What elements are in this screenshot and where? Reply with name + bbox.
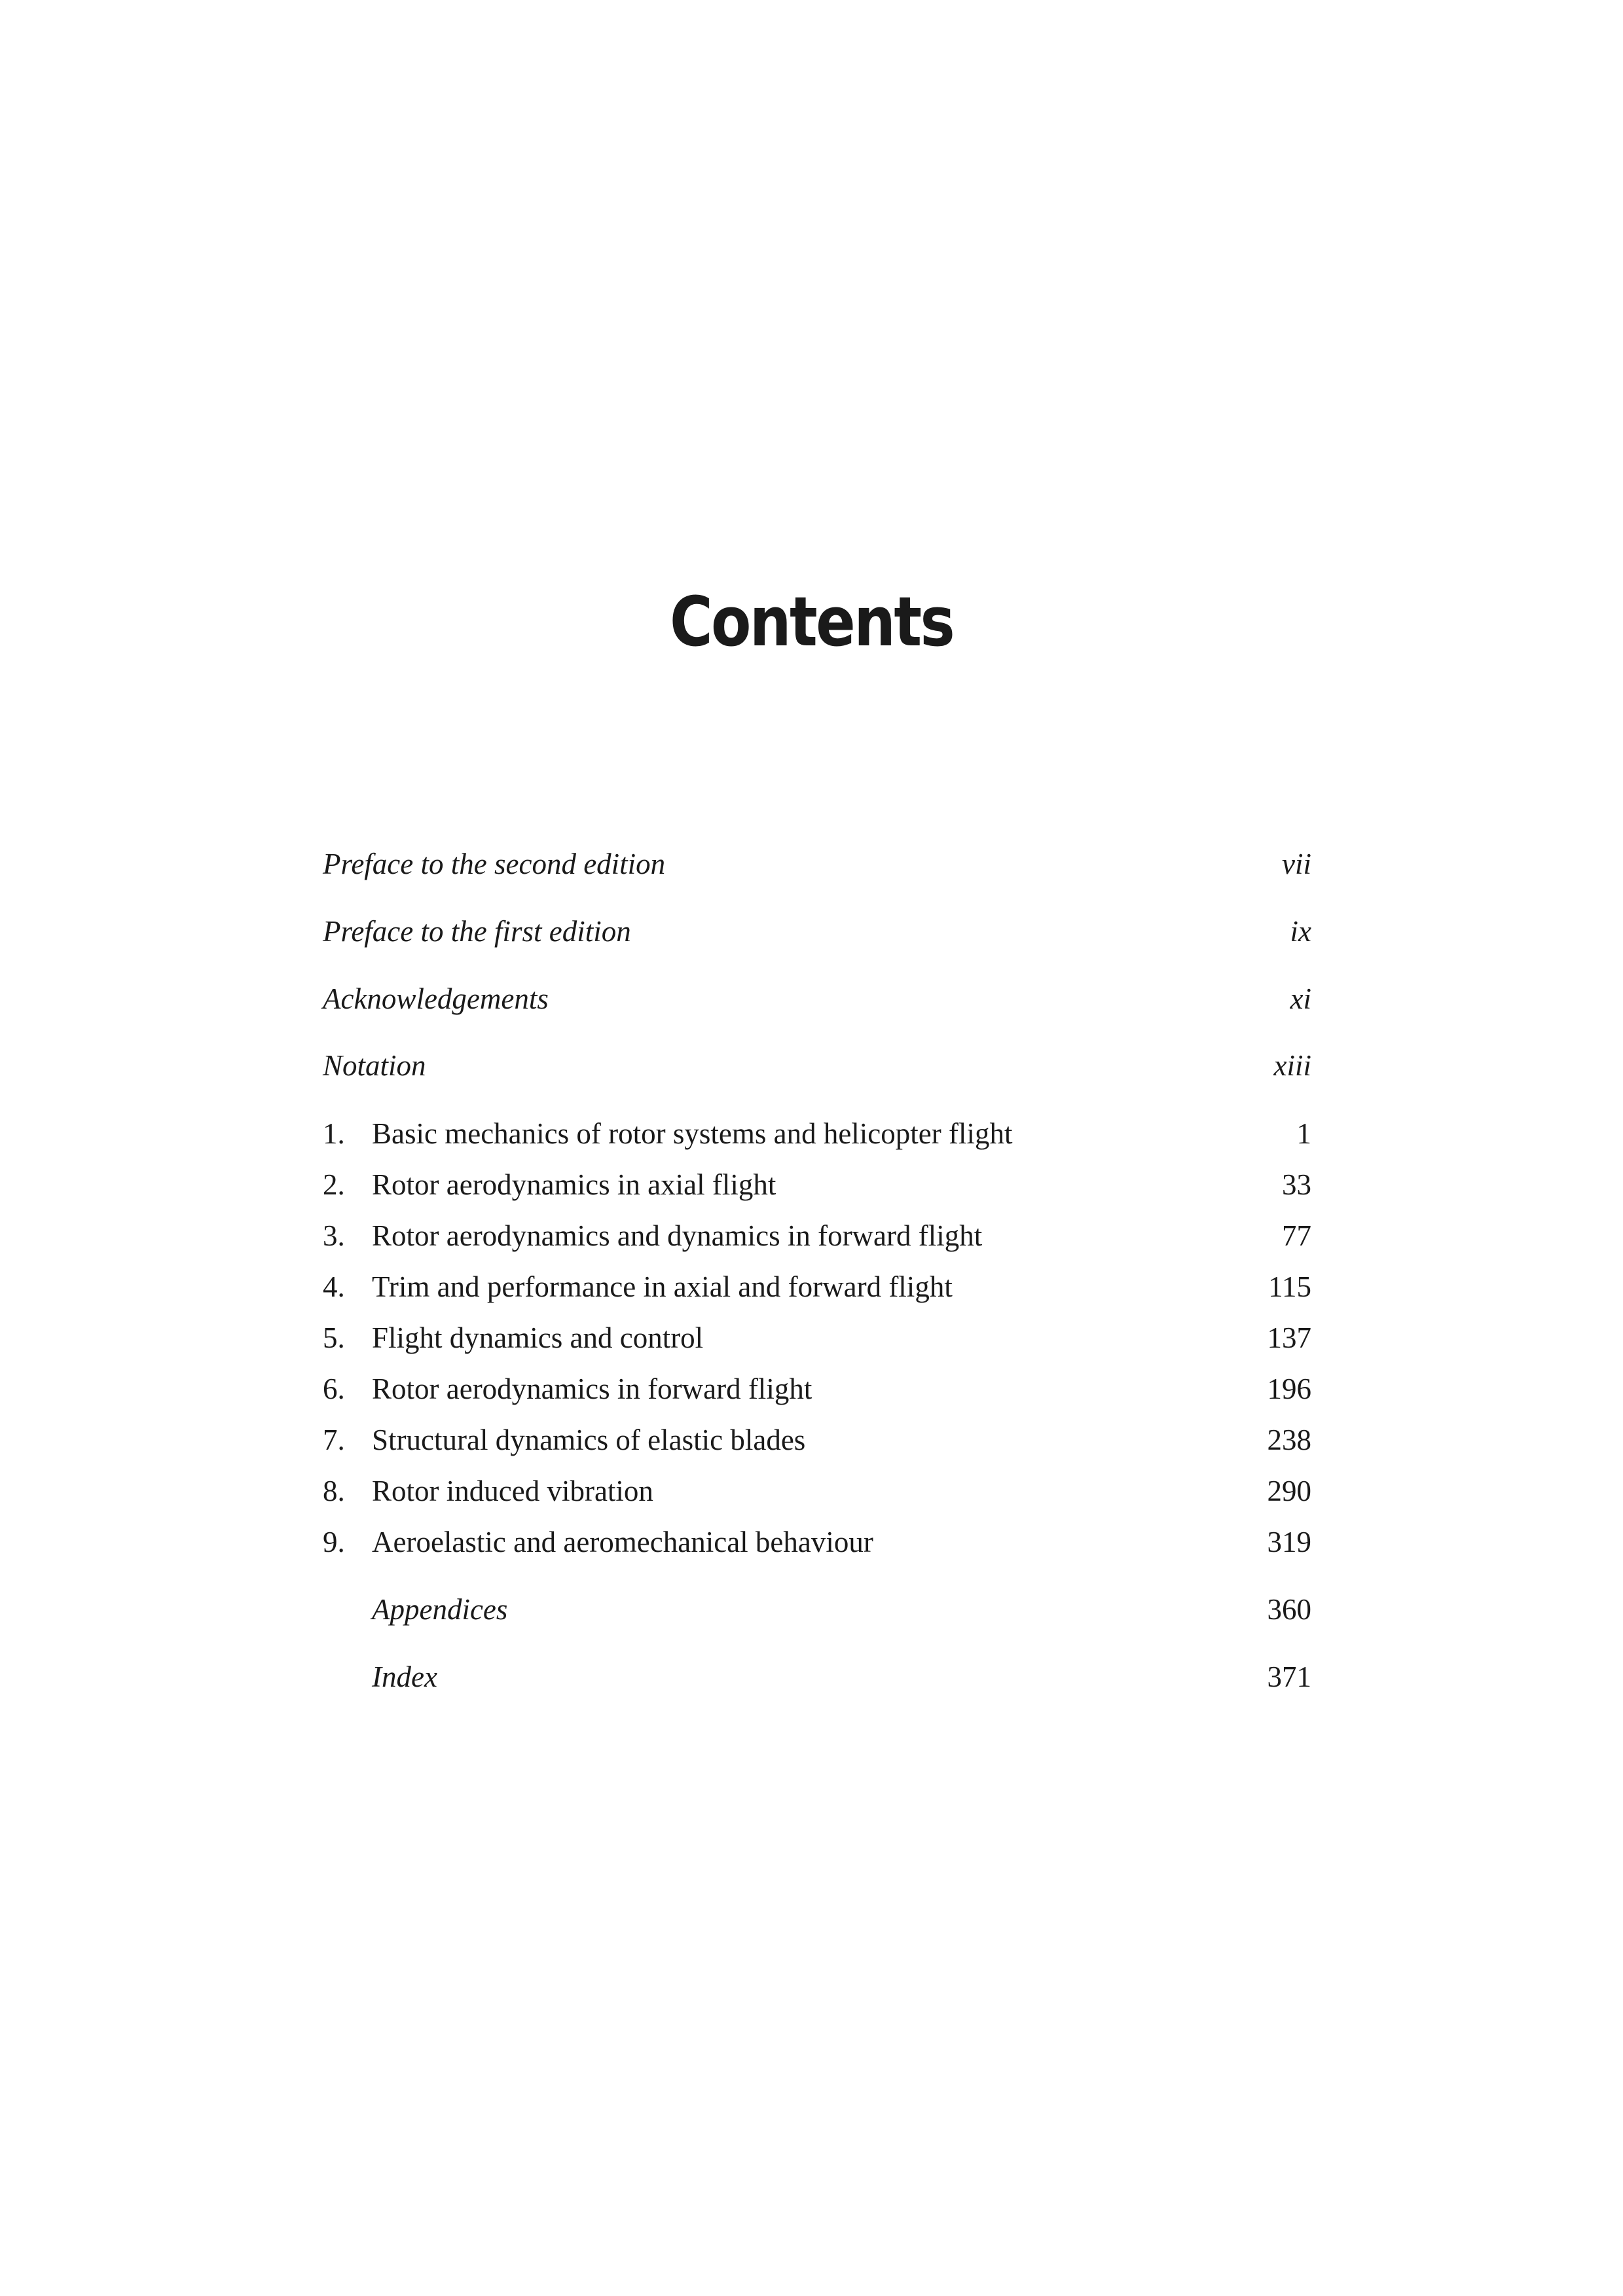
toc-chapter-5[interactable] [323, 1318, 1311, 1357]
chapter-title: Rotor aerodynamics in forward flight [372, 1372, 812, 1405]
chapter-page: 319 [1267, 1526, 1311, 1558]
toc-entry-page: vii [1282, 848, 1311, 880]
toc-chapter-9[interactable] [323, 1522, 1311, 1562]
toc-entry-index[interactable] [323, 1657, 1311, 1696]
toc-chapter-1[interactable] [323, 1114, 1311, 1153]
table-of-contents [323, 0, 1311, 2296]
chapter-page: 33 [1282, 1168, 1311, 1201]
toc-entry-page: 371 [1267, 1660, 1311, 1693]
chapter-number: 2. [323, 1168, 345, 1201]
toc-entry-acknowledgements[interactable] [323, 979, 1311, 1018]
chapter-number: 4. [323, 1270, 345, 1303]
toc-chapter-6[interactable] [323, 1369, 1311, 1408]
chapter-title: Rotor induced vibration [372, 1475, 653, 1507]
page-title: Contents [669, 581, 954, 662]
toc-entry-label: Preface to the first edition [323, 915, 631, 948]
toc-entry-appendices[interactable] [323, 1590, 1311, 1629]
chapter-number: 1. [323, 1117, 345, 1150]
toc-entry-label: Preface to the second edition [323, 848, 666, 880]
toc-chapter-3[interactable] [323, 1216, 1311, 1255]
chapter-title: Rotor aerodynamics and dynamics in forward flight [372, 1219, 983, 1252]
chapter-title: Flight dynamics and control [372, 1321, 704, 1354]
chapter-title: Rotor aerodynamics in axial flight [372, 1168, 776, 1201]
chapter-page: 290 [1267, 1475, 1311, 1507]
chapter-page: 137 [1267, 1321, 1311, 1354]
toc-chapter-2[interactable] [323, 1165, 1311, 1204]
toc-entry-page: 360 [1267, 1593, 1311, 1626]
chapter-number: 6. [323, 1372, 345, 1405]
toc-entry-label: Appendices [372, 1593, 508, 1626]
toc-entry-page: xiii [1273, 1049, 1311, 1082]
chapter-page: 77 [1282, 1219, 1311, 1252]
toc-entry-label: Acknowledgements [323, 982, 549, 1015]
toc-entry-page: ix [1290, 915, 1311, 948]
toc-entry-page: xi [1290, 982, 1311, 1015]
chapter-number: 7. [323, 1424, 345, 1456]
chapter-page: 1 [1296, 1117, 1311, 1150]
toc-entry-label: Index [372, 1660, 437, 1693]
toc-entry-preface-second-edition[interactable] [323, 844, 1311, 884]
toc-chapter-8[interactable] [323, 1471, 1311, 1511]
chapter-title: Structural dynamics of elastic blades [372, 1424, 806, 1456]
chapter-title: Trim and performance in axial and forward flight [372, 1270, 953, 1303]
toc-chapter-7[interactable] [323, 1420, 1311, 1460]
chapter-number: 8. [323, 1475, 345, 1507]
toc-entry-preface-first-edition[interactable] [323, 912, 1311, 951]
chapter-number: 5. [323, 1321, 345, 1354]
chapter-number: 9. [323, 1526, 345, 1558]
toc-chapter-4[interactable] [323, 1267, 1311, 1306]
chapter-page: 196 [1267, 1372, 1311, 1405]
chapter-title: Basic mechanics of rotor systems and helicopter flight [372, 1117, 1013, 1150]
toc-entry-label: Notation [323, 1049, 426, 1082]
chapter-number: 3. [323, 1219, 345, 1252]
chapter-page: 115 [1268, 1270, 1311, 1303]
toc-entry-notation[interactable] [323, 1046, 1311, 1085]
chapter-page: 238 [1267, 1424, 1311, 1456]
chapter-title: Aeroelastic and aeromechanical behaviour [372, 1526, 873, 1558]
